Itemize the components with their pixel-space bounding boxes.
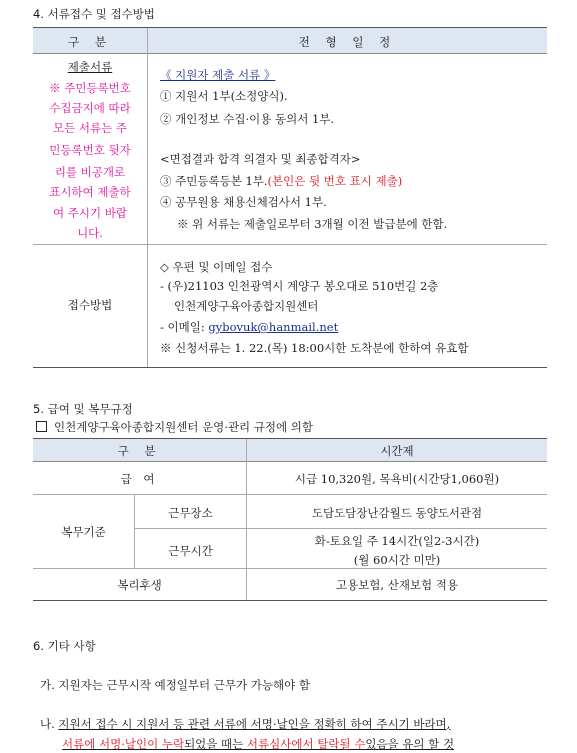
section6-title: 6. 기타 사항 <box>33 639 96 653</box>
section4-title: 4. 서류접수 및 접수방법 <box>33 7 155 21</box>
docs-heading-final: <면접결과 합격 의결자 및 최종합격자> <box>160 152 361 166</box>
note-missing-signature: 서류에 서명·날인이 누락 <box>62 737 185 751</box>
method-email-prefix: - 이메일: <box>160 320 209 334</box>
duty-label: 복무기준 <box>61 525 106 539</box>
table4-header-schedule: 전 형 일 정 <box>298 35 397 49</box>
warning-line: ※ 주민등록번호 <box>49 81 131 95</box>
checkbox-icon <box>36 421 47 432</box>
docs-item-3-text: ③ 주민등록등본 1부. <box>160 174 268 188</box>
warning-line: 니다. <box>77 226 103 240</box>
warning-line: 모든 서류는 주 <box>53 121 127 135</box>
time-value-line2: (월 60시간 미만) <box>353 553 441 567</box>
method-address-line1: - (우)21103 인천광역시 계양구 봉오대로 510번길 2층 <box>160 279 439 293</box>
method-address-line2: 인천계양구육아종합지원센터 <box>174 299 319 313</box>
note-item-na-prefix: 나. <box>40 717 59 731</box>
time-label: 근무시간 <box>168 544 213 558</box>
warning-line: 민등록번호 뒷자 <box>49 143 131 157</box>
note-item-na-line1 <box>40 716 450 732</box>
docs-item-4: ④ 공무원용 채용신체검사서 1부. <box>160 195 327 209</box>
docs-label: 제출서류 <box>67 60 113 74</box>
docs-item-3 <box>160 173 402 189</box>
warning-line: 리를 비공개로 <box>54 165 126 179</box>
place-label: 근무장소 <box>168 506 213 520</box>
note-item-na-mid: 되었을 때는 <box>184 737 247 751</box>
welfare-label: 복리후생 <box>117 578 162 592</box>
warning-line: 수집금지에 따라 <box>49 101 131 115</box>
section5-title: 5. 급여 및 복무규정 <box>33 402 133 416</box>
welfare-value: 고용보험, 산재보험 적용 <box>335 578 459 592</box>
note-item-na-text1: 지원서 접수 시 지원서 등 관련 서류에 서명·날인을 정확히 하여 주시기 바라며, <box>58 717 451 731</box>
note-item-na-end: 있음을 유의 할 것 <box>365 737 455 751</box>
method-label: 접수방법 <box>67 298 113 312</box>
warning-line: 표시하여 제출하 <box>49 185 131 199</box>
docs-heading-applicant: 《 지원자 제출 서류 》 <box>160 68 276 82</box>
time-value-line1: 화-토요일 주 14시간(일2-3시간) <box>314 534 480 548</box>
place-value: 도담도담장난감월드 동양도서관점 <box>311 506 483 520</box>
docs-item-1: ① 지원서 1부(소정양식). <box>160 89 288 103</box>
docs-item-3-red-note: (본인은 뒷 번호 표시 제출) <box>267 174 403 188</box>
table4-header-category: 구 분 <box>68 35 112 49</box>
pay-label: 급 여 <box>120 472 159 486</box>
section5-rule-line <box>36 419 313 435</box>
method-deadline-note: ※ 신청서류는 1. 22.(목) 18:00시한 도착분에 한하여 유효함 <box>160 341 469 355</box>
docs-validity-note: ※ 위 서류는 제출일로부터 3개월 이전 발급분에 한함. <box>177 217 448 231</box>
section5-rule-text: 인천계양구육아종합지원센터 운영·관리 규정에 의함 <box>54 420 314 434</box>
email-link[interactable]: gybovuk@hanmail.net <box>208 320 339 334</box>
warning-line: 여 주시기 바랍 <box>53 206 127 220</box>
note-item-na-line2 <box>62 736 454 752</box>
note-item-ga: 가. 지원자는 근무시작 예정일부터 근무가 가능해야 함 <box>40 678 310 692</box>
table5-header-parttime: 시간제 <box>380 444 414 458</box>
note-disqualify: 서류심사에서 탈락될 수 <box>246 737 366 751</box>
pay-value: 시급 10,320원, 목욕비(시간당1,060원) <box>294 472 500 486</box>
docs-item-2: ② 개인정보 수집·이용 동의서 1부. <box>160 112 335 126</box>
table5-header-category: 구 분 <box>117 444 162 458</box>
method-heading: ◇ 우편 및 이메일 접수 <box>160 260 273 274</box>
method-email-line <box>160 319 338 335</box>
